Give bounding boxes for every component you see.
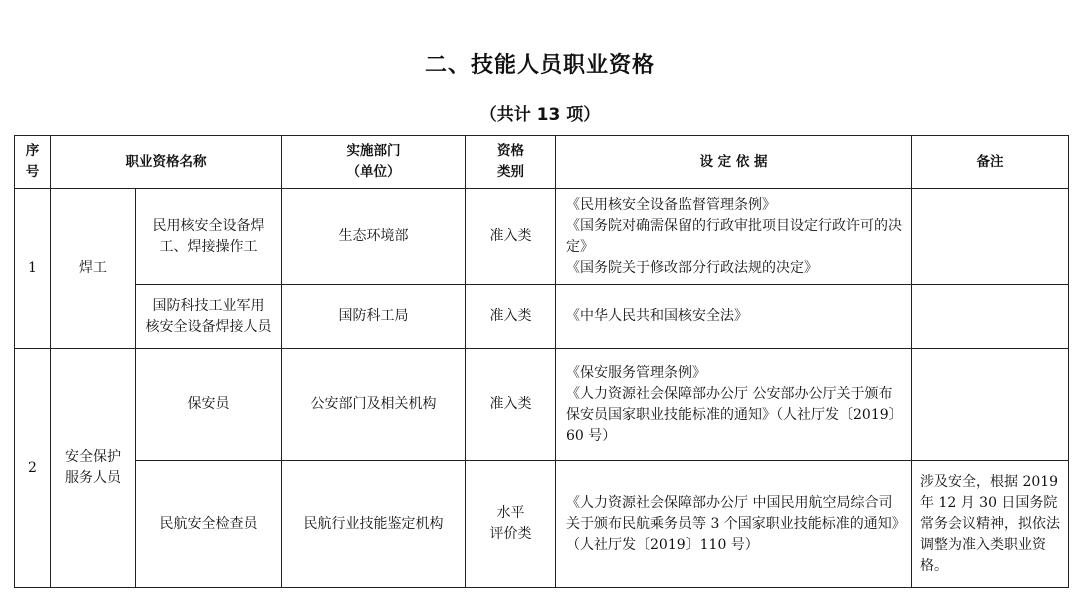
table-row xyxy=(15,285,1069,349)
qualification-dept: 国防科工局 xyxy=(282,285,466,349)
qualification-remark xyxy=(912,349,1069,461)
qualification-name: 国防科技工业军用 核安全设备焊接人员 xyxy=(136,285,282,349)
qualification-type: 准入类 xyxy=(466,285,556,349)
basis-line: 《人力资源社会保障部办公厅 中国民用航空局综合司关于颁布民航乘务员等 3 个国家职业技能标准的通知》（人社厅发〔2019〕110 号） xyxy=(566,494,899,553)
header-type: 资格 类别 xyxy=(466,136,556,189)
qualification-remark xyxy=(912,189,1069,285)
basis-line: 《国务院对确需保留的行政审批项目设定行政许可的决定》 xyxy=(566,217,902,255)
qualification-dept: 公安部门及相关机构 xyxy=(282,349,466,461)
qualification-type: 准入类 xyxy=(466,349,556,461)
basis-line: 《民用核安全设备监督管理条例》 xyxy=(566,196,776,213)
basis-line: 《保安服务管理条例》 xyxy=(566,364,706,381)
qualification-basis xyxy=(556,285,912,349)
basis-line: 《国务院关于修改部分行政法规的决定》 xyxy=(566,259,818,276)
header-name: 职业资格名称 xyxy=(51,136,282,189)
header-basis: 设 定 依 据 xyxy=(556,136,912,189)
group-seq: 1 xyxy=(15,189,51,349)
table-header-row xyxy=(15,136,1069,189)
group-seq: 2 xyxy=(15,349,51,588)
qualification-remark: 涉及安全，根据 2019 年 12 月 30 日国务院常务会议精神，拟依法调整为准入类职业资格。 xyxy=(912,461,1069,588)
header-dept: 实施部门 （单位） xyxy=(282,136,466,189)
qualification-basis xyxy=(556,189,912,285)
header-seq: 序 号 xyxy=(15,136,51,189)
table-row xyxy=(15,349,1069,461)
qualification-name: 民用核安全设备焊 工、焊接操作工 xyxy=(136,189,282,285)
qualification-name: 保安员 xyxy=(136,349,282,461)
qualification-name: 民航安全检查员 xyxy=(136,461,282,588)
group-category: 焊工 xyxy=(51,189,136,349)
qualification-table xyxy=(14,135,1069,588)
qualification-basis xyxy=(556,461,912,588)
qualification-dept: 生态环境部 xyxy=(282,189,466,285)
basis-line: 《中华人民共和国核安全法》 xyxy=(566,308,748,324)
header-remark: 备注 xyxy=(912,136,1069,189)
qualification-basis xyxy=(556,349,912,461)
page-subtitle: （共计 13 项） xyxy=(479,105,601,125)
table-row xyxy=(15,189,1069,285)
qualification-type: 水平 评价类 xyxy=(466,461,556,588)
table-row xyxy=(15,461,1069,588)
page-title: 二、技能人员职业资格 xyxy=(424,53,655,78)
qualification-remark xyxy=(912,285,1069,349)
basis-line: 《人力资源社会保障部办公厅 公安部办公厅关于颁布保安员国家职业技能标准的通知》（人社厅发〔2019〕60 号） xyxy=(566,385,903,444)
group-category: 安全保护 服务人员 xyxy=(51,349,136,588)
qualification-dept: 民航行业技能鉴定机构 xyxy=(282,461,466,588)
qualification-type: 准入类 xyxy=(466,189,556,285)
